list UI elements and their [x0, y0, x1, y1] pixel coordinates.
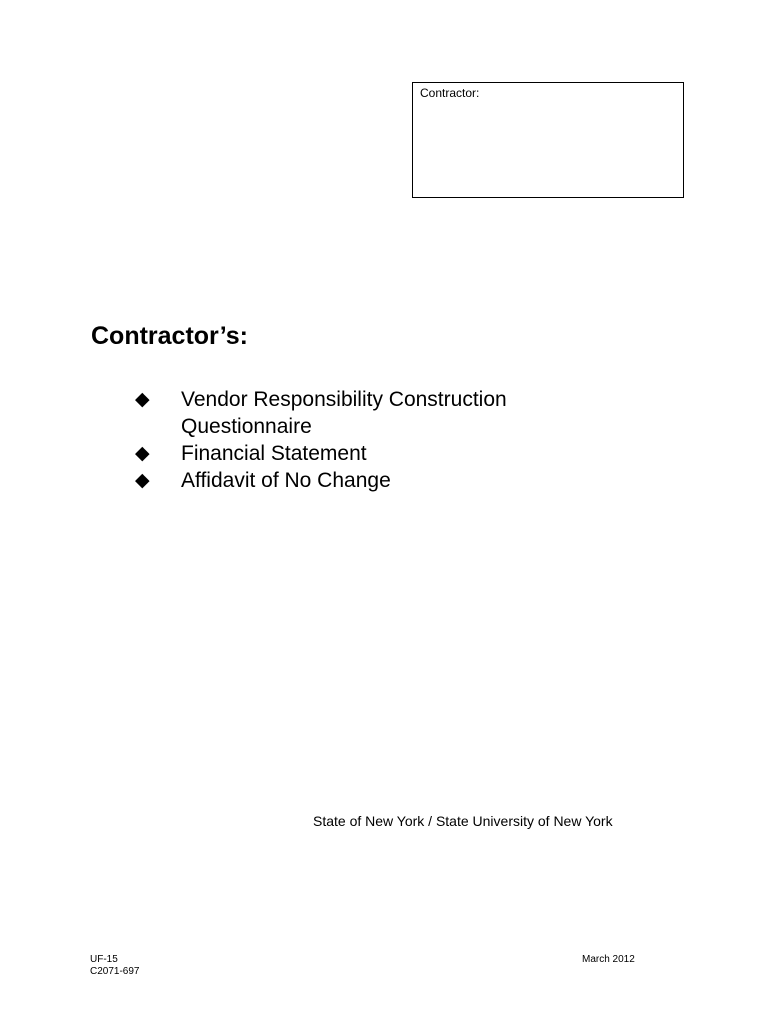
list-item-label: Financial Statement: [181, 442, 367, 465]
diamond-bullet-icon: ◆: [135, 389, 150, 410]
diamond-bullet-icon: ◆: [135, 470, 150, 491]
list-item: [135, 386, 575, 440]
list-item-label: Affidavit of No Change: [181, 469, 391, 492]
footer-date: March 2012: [582, 954, 635, 965]
contractor-box: [412, 82, 684, 198]
list-item: [135, 440, 575, 467]
list-item: [135, 467, 575, 494]
document-list: [135, 386, 575, 494]
page-heading: Contractor’s:: [91, 322, 248, 350]
form-code: C2071-697: [90, 966, 140, 977]
footer-form-info: [90, 954, 139, 978]
contractor-label: Contractor:: [420, 86, 480, 100]
list-item-label: Vendor Responsibility Construction Questionnaire: [181, 388, 507, 438]
form-id: UF-15: [90, 954, 118, 965]
agency-name: State of New York / State University of New York: [313, 813, 613, 829]
diamond-bullet-icon: ◆: [135, 443, 150, 464]
